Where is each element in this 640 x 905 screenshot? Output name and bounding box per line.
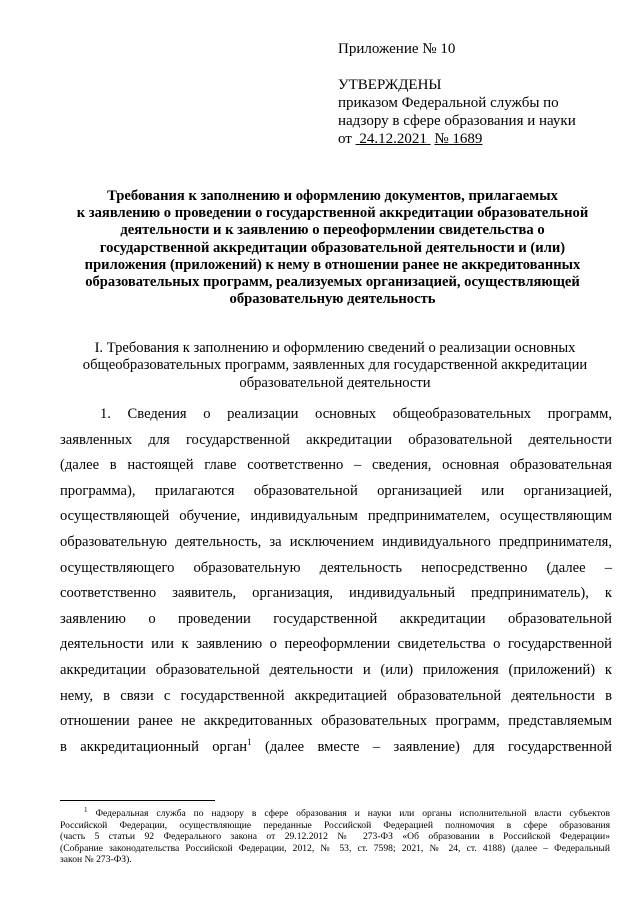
body-line: отношении ранее не аккредитованных образовательных программ, представляемым: [60, 713, 612, 730]
body-line: осуществляющей обучение, индивидуальным предпринимателем, осуществляющим: [60, 508, 612, 525]
footnote-line: (Собрание законодательства Российской Федерации, 2012, № 53, ст. 7598; 2021, № 24, ст. 4188) (далее – Федеральный: [60, 842, 610, 854]
section-line: I. Требования к заполнению и оформлению сведений о реализации основных: [94, 340, 576, 356]
appendix-label: Приложение № 10: [338, 41, 456, 57]
footnote-line: $^1$ Федеральная служба по надзору в сфере образования и науки или органы исполнительной власти субъектов: [84, 805, 610, 819]
from-prefix: от: [338, 131, 352, 147]
approved-label: УТВЕРЖДЕНЫ: [338, 77, 442, 93]
body-line: соответственно заявитель, организация, индивидуальный предприниматель), к: [60, 585, 612, 602]
footnote-line: (часть 5 статьи 92 Федерального закона от 29.12.2012 № 273-ФЗ «Об образовании в Российской Федерации»: [60, 831, 610, 843]
body-line: (далее в настоящей главе соответственно – сведения, основная образовательная: [60, 457, 612, 474]
order-number: № 1689: [434, 131, 483, 147]
title-line: приложения (приложений) к нему в отношении ранее не аккредитованных: [84, 256, 581, 273]
body-line: программа), прилагаются образовательной организацией или организацией,: [60, 482, 612, 499]
title-line: к заявлению о проведении о государственной аккредитации образовательной: [76, 205, 589, 222]
section-line: образовательной деятельности: [239, 374, 431, 391]
title-line: образовательную деятельность: [229, 291, 436, 308]
body-line: образовательную деятельность, за исключением индивидуального предпринимателя,: [60, 533, 612, 550]
body-line: осуществляющего образовательную деятельность непосредственно (далее –: [60, 559, 612, 576]
order-date: 24.12.2021: [359, 131, 427, 147]
body-line: деятельности или к заявлению о переоформлении свидетельства о государственной: [60, 636, 612, 653]
footnote-ref[interactable]: 1: [247, 736, 252, 747]
body-paragraph: [60, 402, 612, 760]
body-line: заявлению о проведении государственной аккредитации образовательной: [60, 610, 612, 627]
footnote-line: закон № 273-ФЗ).: [60, 854, 132, 866]
title-line: Требования к заполнению и оформлению документов, прилагаемых: [107, 188, 558, 204]
body-line: заявленных для государственной аккредитации образовательной деятельности: [60, 431, 612, 448]
body-line: нему, в связи с государственной аккредитацией образовательной деятельности в: [60, 687, 612, 704]
section-line: общеобразовательных программ, заявленных для государственной аккредитации: [82, 357, 588, 374]
approval-date-line: [338, 130, 576, 148]
approval-line-2: надзору в сфере образования и науки: [338, 113, 576, 129]
body-line-last: в аккредитационный орган$^1$ (далее вместе – заявление) для государственной: [60, 736, 612, 755]
footnote-marker: 1: [84, 805, 88, 814]
footnote-line: Российской Федерации, осуществляющие переданные Российской Федерацией полномочия в сфере образования: [60, 819, 610, 831]
document-title: [60, 188, 605, 308]
approval-block: [338, 40, 576, 148]
footnote: [60, 805, 610, 866]
title-line: деятельности и к заявлению о переоформлении свидетельства о: [120, 222, 545, 239]
section-heading: [60, 340, 610, 392]
body-line: аккредитации образовательной деятельности и (или) приложения (приложений) к: [60, 661, 612, 678]
footnote-separator: [60, 800, 215, 801]
approval-line-1: приказом Федеральной службы по: [338, 95, 559, 111]
title-line: образовательных программ, реализуемых организацией, осуществляющей: [85, 274, 580, 291]
title-line: государственной аккредитации образовательной деятельности и (или): [99, 239, 566, 256]
body-line: 1. Сведения о реализации основных общеобразовательных программ,: [100, 406, 612, 422]
